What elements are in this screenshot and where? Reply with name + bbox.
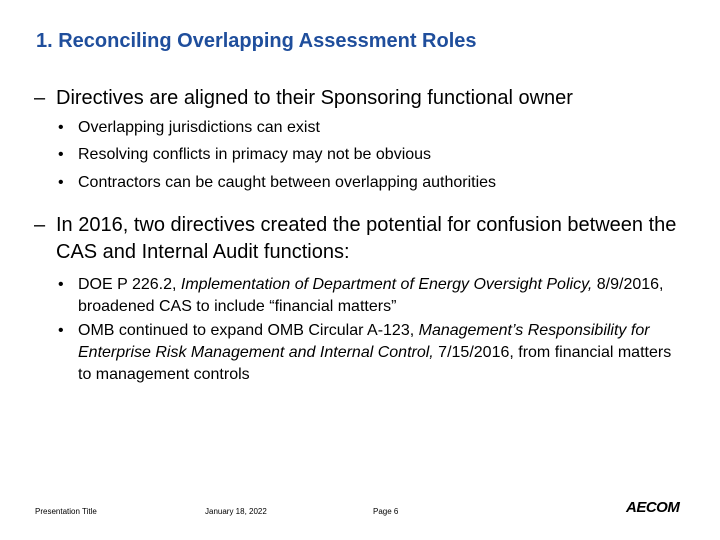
bullet-text-pre: OMB continued to expand OMB Circular A-123, [78, 322, 419, 339]
bullet-text-italic: Management’s Responsibility for Enterprise Risk Management and Internal Control, [78, 322, 650, 361]
bullet-text [58, 274, 668, 318]
footer-presentation-title: Presentation Title [35, 507, 97, 516]
dash-marker: – [34, 87, 46, 109]
aecom-logo: AECOM [626, 499, 680, 516]
bullet-icon: • [58, 174, 64, 191]
bullet-text: Overlapping jurisdictions can exist [78, 119, 320, 136]
bullet-text: Contractors can be caught between overlapping authorities [78, 174, 497, 191]
section-2-text: In 2016, two directives created the potential for confusion between the CAS and Internal Audit functions: [56, 214, 677, 263]
list-item [58, 274, 668, 318]
bullet-icon: • [58, 146, 64, 163]
section-2-heading [34, 212, 694, 266]
bullet-text-post: 7/15/2016, from financial matters to management controls [78, 344, 672, 383]
list-item [58, 117, 688, 139]
bullet-text-italic: Implementation of Department of Energy Oversight Policy, [180, 276, 593, 293]
bullet-icon: • [58, 322, 64, 339]
bullet-text-pre: DOE P 226.2, [78, 276, 181, 293]
section-1-text: Directives are aligned to their Sponsoring functional owner [56, 87, 573, 109]
bullet-text: Resolving conflicts in primacy may not be obvious [78, 146, 432, 163]
list-item [58, 144, 688, 166]
bullet-text [58, 320, 688, 386]
bullet-text-post: 8/9/2016, broadened CAS to include “financial matters” [78, 276, 664, 315]
footer-date: January 18, 2022 [205, 507, 267, 516]
dash-marker: – [34, 214, 46, 236]
bullet-icon: • [58, 276, 64, 293]
bullet-icon: • [58, 119, 64, 136]
list-item [58, 320, 688, 386]
section-1-heading [34, 85, 694, 112]
footer-page-number: Page 6 [373, 507, 399, 516]
slide-title: 1. Reconciling Overlapping Assessment Roles [36, 30, 477, 52]
list-item [58, 172, 688, 194]
